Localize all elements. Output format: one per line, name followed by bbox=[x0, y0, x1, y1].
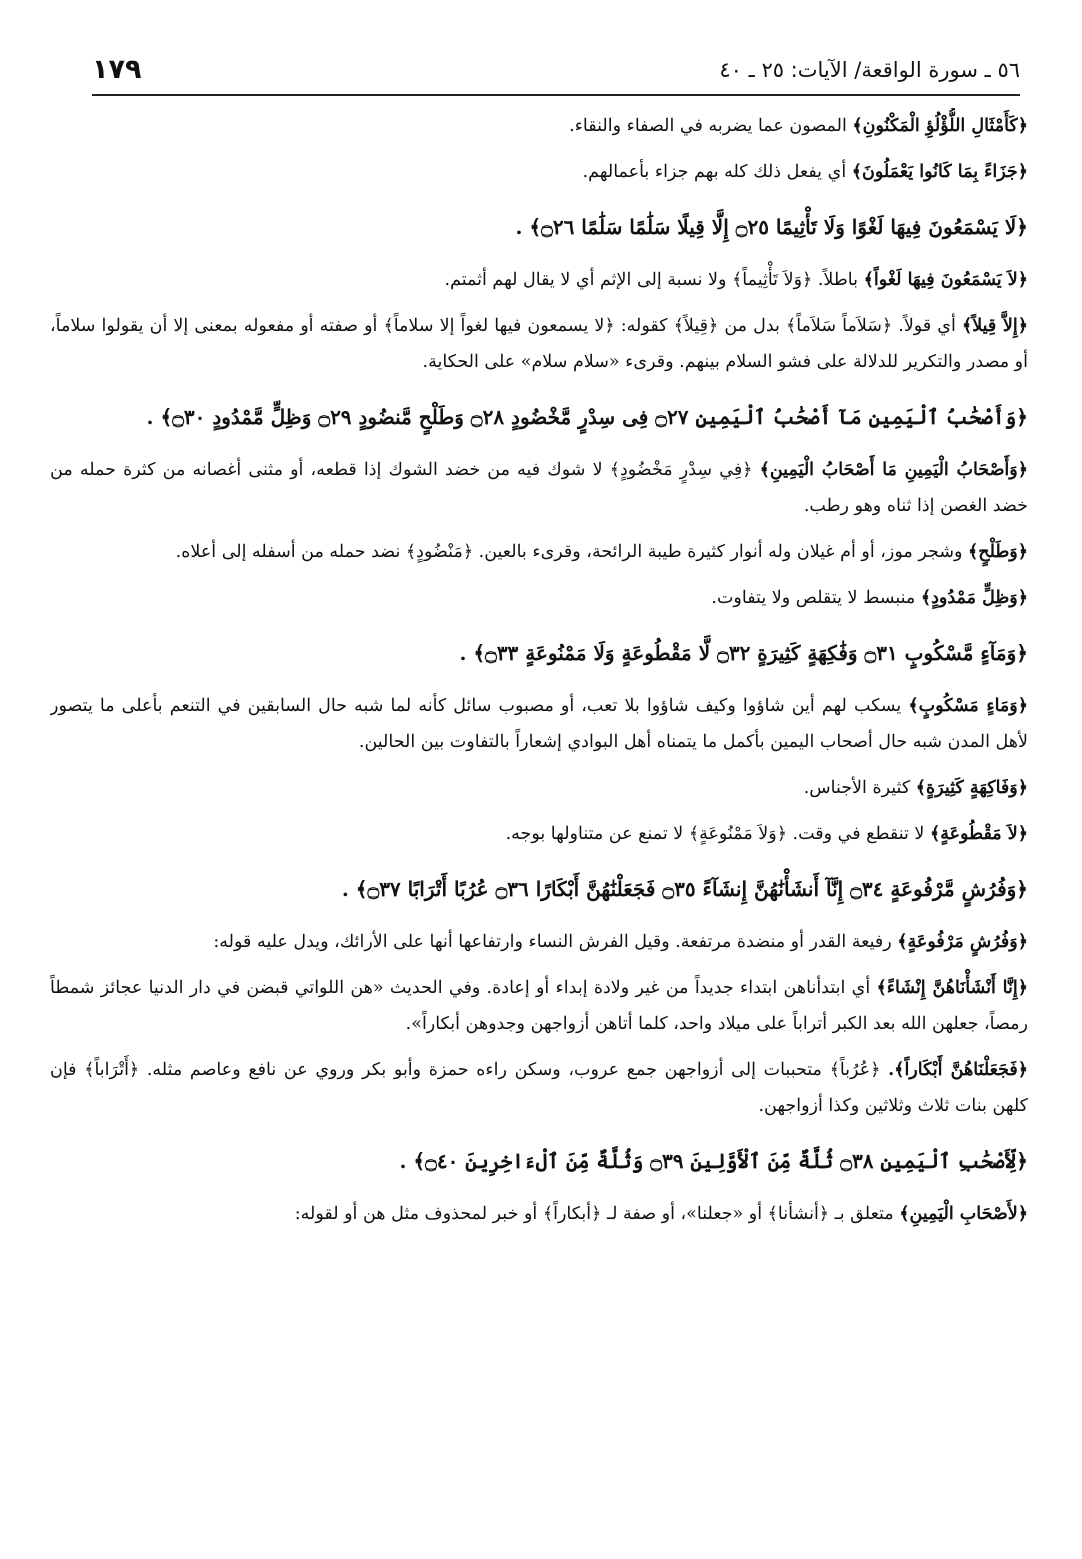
commentary-paragraph bbox=[50, 970, 1028, 1042]
commentary-paragraph bbox=[50, 816, 1028, 852]
quranic-word: ﴿وَأَصْحَابُ الْيَمِينِ مَا أَصْحَابُ الْيَمِينِ﴾ bbox=[759, 460, 1028, 480]
commentary-text: المصون عما يضربه في الصفاء والنقاء. bbox=[569, 116, 847, 136]
quranic-word: ﴿وَمَاءٍ مَسْكُوبٍ﴾ bbox=[908, 696, 1028, 716]
commentary-text: منبسط لا يتقلص ولا يتفاوت. bbox=[711, 588, 916, 608]
commentary-paragraph bbox=[50, 154, 1028, 190]
commentary-text: أي قولاً. ﴿سَلاَماً سَلاَماً﴾ بدل من ﴿قِيلاً﴾ كقوله: ﴿لا يسمعون فيها لغواً إلا سلاماً﴾ أو صفته أو مفعوله بمعنى إلا أن يقولوا سلاماً، أو مصدر والتكرير للدلالة على فشو السلام بينهم. وقرىء «سلام سلام» على الحكاية. bbox=[50, 316, 1028, 372]
commentary-text: ﴿فِي سِدْرٍ مَخْضُودٍ﴾ لا شوك فيه من خضد الشوك إذا قطعه، أو مثنى أغصانه من كثرة حمله من خضد الغصن إذا ثناه وهو رطب. bbox=[50, 460, 1028, 516]
ayah-line bbox=[50, 1142, 1028, 1180]
commentary-text: باطلاً. ﴿وَلاَ تَأْثِيماً﴾ ولا نسبة إلى الإثم أي لا يقال لهم أثمتم. bbox=[444, 270, 858, 290]
commentary-paragraph bbox=[50, 580, 1028, 616]
quranic-word: ﴿وَظِلٍّ مَمْدُودٍ﴾ bbox=[920, 588, 1028, 608]
commentary-paragraph bbox=[50, 262, 1028, 298]
quranic-word: ﴿لاَ يَسْمَعُونَ فِيهَا لَغْواً﴾ bbox=[863, 270, 1028, 290]
commentary-paragraph bbox=[50, 108, 1028, 144]
quranic-word: ﴿فَجَعَلْنَاهُنَّ أَبْكَاراً﴾. bbox=[888, 1060, 1028, 1080]
quranic-word: ﴿جَزَاءً بِمَا كَانُوا يَعْمَلُونَ﴾ bbox=[851, 162, 1028, 182]
quranic-word: ﴿كَأَمْثَالِ اللُّؤْلُؤِ الْمَكْنُونِ﴾ bbox=[852, 116, 1028, 136]
commentary-text: متعلق بـ ﴿أنشأنا﴾ أو «جعلنا»، أو صفة لـ ﴿أبكاراً﴾ أو خبر لمحذوف مثل هن أو لقوله: bbox=[294, 1204, 894, 1224]
page-number: ١٧٩ bbox=[92, 54, 142, 85]
commentary-text: أي يفعل ذلك كله بهم جزاء بأعمالهم. bbox=[582, 162, 847, 182]
quranic-word: ﴿وَفُرُشٍ مَرْفُوعَةٍ﴾ bbox=[897, 932, 1028, 952]
ayah-line bbox=[50, 208, 1028, 246]
commentary-paragraph bbox=[50, 452, 1028, 524]
commentary-text: يسكب لهم أين شاؤوا وكيف شاؤوا بلا تعب، أو مصبوب سائل كأنه لما شبه حال السابقين في التنعم بأعلى ما يتصور لأهل المدن شبه حال أصحاب اليمين بأكمل ما يتمناه أهل البوادي إشعاراً بالتفاوت بين الحالين. bbox=[50, 696, 1028, 752]
ayah-line bbox=[50, 398, 1028, 436]
commentary-text: ﴿عُرُباً﴾ متحببات إلى أزواجهن جمع عروب، وسكن راءه حمزة وأبو بكر وروي عن نافع وعاصم مثله. ﴿أَتْرَاباً﴾ فإن كلهن بنات ثلاث وثلاثين وكذا أزواجهن. bbox=[50, 1060, 1028, 1116]
ayah-text: ﴿وَأَصْحَٰبُ ٱلْيَمِينِ مَآ أَصْحَٰبُ ٱلْيَمِينِ ۝٢٧ فِى سِدْرٍ مَّخْضُودٍ ۝٢٨ وَطَلْحٍ مَّنضُودٍ ۝٢٩ وَظِلٍّ مَّمْدُودٍ ۝٣٠﴾ . bbox=[146, 405, 1028, 429]
ayah-line bbox=[50, 870, 1028, 908]
commentary-text: رفيعة القدر أو منضدة مرتفعة. وقيل الفرش النساء وارتفاعها أنها على الأرائك، ويدل عليه قوله: bbox=[213, 932, 892, 952]
ayah-text: ﴿لِّأَصْحَٰبِ ٱلْيَمِينِ ۝٣٨ ثُلَّةٌ مِّنَ ٱلْأَوَّلِينَ ۝٣٩ وَثُلَّةٌ مِّنَ ٱلْءَاخِرِينَ ۝٤٠﴾ . bbox=[399, 1149, 1028, 1173]
page-header bbox=[92, 54, 1020, 96]
commentary-paragraph bbox=[50, 924, 1028, 960]
commentary-text: لا تنقطع في وقت. ﴿وَلاَ مَمْنُوعَةٍ﴾ لا تمنع عن متناولها بوجه. bbox=[505, 824, 925, 844]
commentary-paragraph bbox=[50, 1196, 1028, 1232]
commentary-paragraph bbox=[50, 688, 1028, 760]
commentary-paragraph bbox=[50, 308, 1028, 380]
quranic-word: ﴿إِنَّا أَنْشَأْنَاهُنَّ إِنْشَاءً﴾ bbox=[876, 978, 1028, 998]
commentary-paragraph bbox=[50, 534, 1028, 570]
running-title: ٥٦ ـ سورة الواقعة/ الآيات: ٢٥ ـ ٤٠ bbox=[719, 58, 1020, 82]
quranic-word: ﴿وَفَاكِهَةٍ كَثِيرَةٍ﴾ bbox=[915, 778, 1028, 798]
commentary-text: كثيرة الأجناس. bbox=[803, 778, 911, 798]
commentary-text: أي ابتدأناهن ابتداء جديداً من غير ولادة إبداء أو إعادة. وفي الحديث «هن اللواتي قبضن في دار الدنيا عجائز شمطاً رمصاً، جعلهن الله بعد الكبر أتراباً على ميلاد واحد، كلما أتاهن أزواجهن وجدوهن أبكاراً». bbox=[50, 978, 1028, 1034]
ayah-line bbox=[50, 634, 1028, 672]
ayah-text: ﴿وَمَآءٍ مَّسْكُوبٍ ۝٣١ وَفَٰكِهَةٍ كَثِيرَةٍ ۝٣٢ لَّا مَقْطُوعَةٍ وَلَا مَمْنُوعَةٍ ۝٣٣﴾ . bbox=[459, 641, 1028, 665]
quranic-word: ﴿لأَصْحَابِ الْيَمِينِ﴾ bbox=[899, 1204, 1028, 1224]
commentary-text: وشجر موز، أو أم غيلان وله أنوار كثيرة طيبة الرائحة، وقرىء بالعين. ﴿مَنْضُودٍ﴾ نضد حمله من أسفله إلى أعلاه. bbox=[175, 542, 963, 562]
quranic-word: ﴿وَطَلْحٍ﴾ bbox=[968, 542, 1028, 562]
ayah-text: ﴿وَفُرُشٍ مَّرْفُوعَةٍ ۝٣٤ إِنَّآ أَنشَأْنَٰهُنَّ إِنشَآءً ۝٣٥ فَجَعَلْنَٰهُنَّ أَبْكَارًا ۝٣٦ عُرُبًا أَتْرَابًا ۝٣٧﴾ . bbox=[341, 877, 1028, 901]
ayah-text: ﴿لَا يَسْمَعُونَ فِيهَا لَغْوًا وَلَا تَأْثِيمًا ۝٢٥ إِلَّا قِيلًا سَلَٰمًا سَلَٰمًا ۝٢٦﴾ . bbox=[515, 215, 1028, 239]
quranic-word: ﴿إِلاَّ قِيلاً﴾ bbox=[961, 316, 1028, 336]
commentary-paragraph bbox=[50, 1052, 1028, 1124]
commentary-paragraph bbox=[50, 770, 1028, 806]
quranic-word: ﴿لاَ مَقْطُوعَةٍ﴾ bbox=[929, 824, 1028, 844]
page-body bbox=[50, 108, 1028, 1499]
